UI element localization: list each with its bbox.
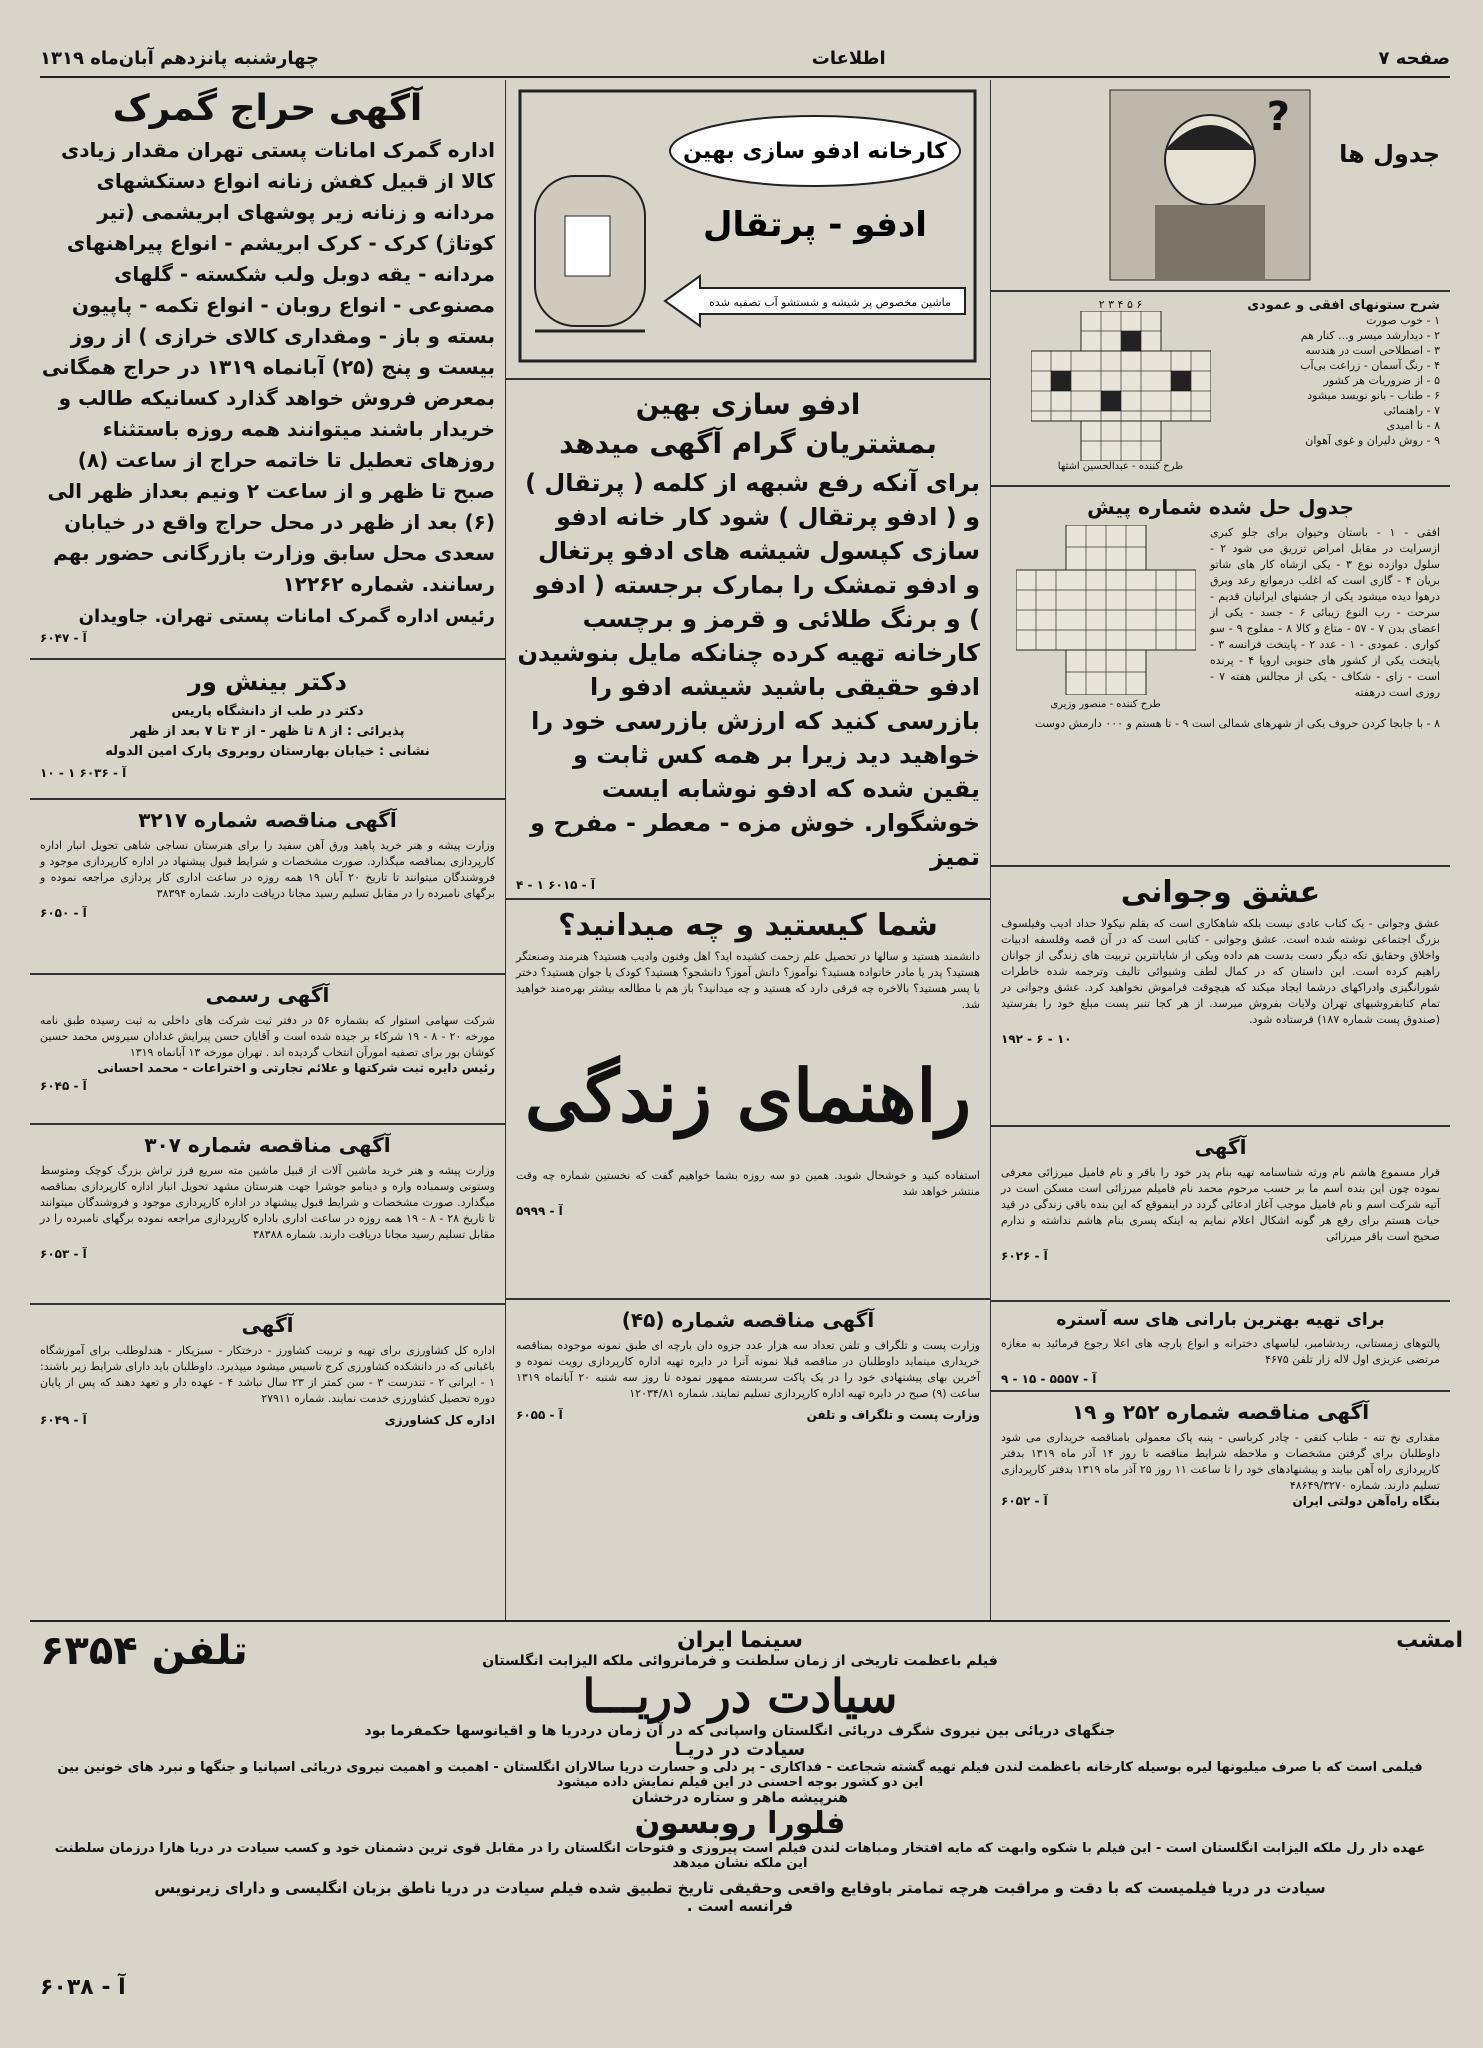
raincoat-body: پالتوهای زمستانی، ربدشامبر، لباسهای دخترانه و انواع پارچه های اعلا رجوع فرمائید به مغازه مرتضی عزیزی اول لاله زار تلفن ۴۶۷۵: [1001, 1337, 1440, 1366]
life-guide-code: آ - ۵۹۹۹: [516, 1204, 563, 1218]
official-footer: رئیس دایره ثبت شرکتها و علائم تجارتی و اختراعات - محمد احسانی: [97, 1061, 495, 1075]
post-tender-code: آ - ۶۰۵۵: [516, 1408, 563, 1422]
star-name: فلورا روبسون: [634, 1806, 846, 1841]
official-code: آ - ۶۰۴۵: [40, 1079, 87, 1093]
life-guide-ad: [506, 900, 990, 1300]
factory-title: ادفو سازی بهین: [635, 388, 861, 421]
stars-label: هنرپیشه ماهر و ستاره درخشان: [631, 1790, 849, 1806]
raincoat-code: آ - ۵۵۵۷ - ۱۵ - ۹: [1001, 1372, 1097, 1386]
tender-3217: [30, 800, 505, 975]
solved-title: جدول حل شده شماره پیش: [1087, 495, 1354, 519]
solved-grid: [1016, 525, 1196, 695]
railway-footer: بنگاه راه‌آهن دولتی ایران: [1292, 1494, 1440, 1508]
clue-item: ۶ - طناب - بانو نویسد میشود: [1307, 389, 1440, 402]
clue-item: ۳ - اصطلاحی است در هندسه: [1305, 344, 1440, 357]
railway-title: آگهی مناقصه شماره ۲۵۲ و ۱۹: [1071, 1400, 1370, 1424]
label-name: کارخانه ادفو سازی بهین: [683, 139, 947, 164]
life-guide-footer: استفاده کنید و خوشحال شوید. همین دو سه روزه بشما خواهیم گفت که نخستین شماره چه وقت منتشر خواهد شد: [516, 1169, 980, 1198]
tonight-label: امشب: [1396, 1628, 1463, 1653]
solved-crossword: [991, 487, 1450, 867]
life-guide-body: دانشمند هستید و سالها در تحصیل علم زحمت کشیده اید؟ اهل وفنون وادیب هستید؟ هنرمند وصنعتگر هستید؟ پدر یا مادر خانواده هستید؟ نوآموز؟ دانش آموز؟ دانشجو؟ هستید؟ کودک یا جوان هستید؟ دختر یا پسر هستید؟ بالاخره چه فرقی دارد که هستید و چه میدانید؟ باز هم با مطالعه بیشتر بهره‌مند خواهید شد.: [516, 950, 980, 1011]
svg-text:?: ?: [1266, 94, 1290, 140]
masthead: [40, 40, 1450, 78]
life-guide-title: شما کیستید و چه میدانید؟: [558, 908, 938, 943]
grid-top-numbers: ۶ ۵ ۴ ۳ ۲: [1098, 298, 1143, 311]
raincoat-title: برای تهیه بهترین بارانی های سه آستره: [1056, 1310, 1385, 1330]
cinema-line1: جنگهای دریائی بین نیروی شگرف دریائی انگلستان واسپانی که در آن زمان دردریا ها و اقیانوسها حکمفرما بود: [364, 1723, 1116, 1739]
post-tender: [506, 1300, 990, 1590]
crossword-illustration: [991, 80, 1450, 292]
customs-auction-ad: [30, 80, 505, 660]
notice-body: قرار مسموع هاشم نام ورثه شناسنامه تهیه بنام پدر خود را باقر و نام فامیل میرزائی معرفی نموده چون این بنده اسم ما بر حسب مرحوم محمد نام فامیلم میرزائی است مسکن است در آتیه شرکت اسم و نام فامیل موجب آغاز ادعائی گردد در اینموقع که این بنده باقی زندگی در قید حیات هستم برای رفع هر گونه اشکال اعلام نمایم به اینکه پسری بنام هاشم نداشته و ندارم صحیح است باقر میرزائی: [1001, 1166, 1440, 1243]
customs-footer: رئیس اداره گمرک امانات پستی تهران. جاویدان: [78, 606, 495, 627]
tender-3217-body: وزارت پیشه و هنر خرید پاهید ورق آهن سفید را برای هنرستان نساجی شاهی تحویل انبار اداره کارپردازی بمناقصه میگذارد. صورت مشخصات و شرایط قبول پیشنهاد در اداره کارپردازی موجود و فروشندگان میتوانند تا تاریخ ۲۰ آبان ۱۹ همه روزه در ساعت اداری کار پردازی مراجعه نموده و برگهای نامبرده را در مقابل تسلیم رسید مجانا دریافت دارند. شماره ۳۸۳۹۴: [40, 839, 495, 900]
doctor-line3: نشانی : خیابان بهارستان روبروی پارک امین الدوله: [105, 744, 430, 759]
clue-item: ۹ - روش دلیران و غوی آهوان: [1305, 434, 1440, 447]
clue-item: ۸ - نا امیدی: [1386, 419, 1440, 432]
agriculture-code: آ - ۶۰۴۹: [40, 1413, 87, 1427]
cinema-ad: [30, 1620, 1450, 2022]
paper-name: اطلاعات: [811, 47, 886, 69]
book-title: عشق وجوانی: [1120, 875, 1321, 910]
factory-label-illustration: [506, 80, 990, 380]
agriculture-footer: اداره کل کشاورزی: [384, 1413, 495, 1427]
cinema-line3: عهده دار رل ملکه الیزابت انگلستان است - این فیلم با شکوه وابهت که مایه افتخار ومباهات لندن فیلم است پیروزی و فتوحات انگلستان را در مقابل قوی ترین دشمنان خود و کسب سیادت در دریا هارا درزمان سلطنت این ملکه نشان میدهد: [54, 1841, 1426, 1871]
clue-item: ۱ - خوب صورت: [1366, 314, 1440, 327]
agriculture-notice: [30, 1305, 505, 1620]
post-tender-title: آگهی مناقصه شماره (۴۵): [621, 1308, 875, 1332]
doctor-code: آ - ۶۰۳۶ ۱ - ۱۰: [40, 766, 127, 780]
crossword-puzzle: [991, 292, 1450, 487]
official-title: آگهی رسمی: [205, 983, 330, 1007]
tender-3217-code: آ - ۶۰۵۰: [40, 906, 87, 920]
issue-date: چهارشنبه پانزدهم آبان‌ماه ۱۳۱۹: [40, 47, 319, 69]
right-column: [990, 80, 1450, 1620]
tender-307: [30, 1125, 505, 1305]
tender-3217-title: آگهی مناقصه شماره ۳۲۱۷: [138, 808, 397, 832]
film-title: سیادت در دریـــا: [582, 1669, 898, 1723]
factory-subtitle: بمشتریان گرام آگهی میدهد: [559, 427, 937, 460]
tender-307-code: آ - ۶۰۵۳: [40, 1247, 87, 1261]
film-title-2: سیادت در دریـا: [674, 1739, 806, 1760]
customs-title: آگهی حراج گمرک: [112, 88, 423, 129]
clue-item: ۴ - رنگ آسمان - زراعت بی‌آب: [1300, 359, 1440, 372]
solved-note: ۸ - با جابجا کردن حروف یکی از شهرهای شمالی است ۹ - تا هستم و ۰۰۰ دارمش دوست: [1034, 717, 1440, 730]
clue-item: ۲ - دیدارشد میسر و... کنار هم: [1300, 329, 1440, 342]
cinema-intro: فیلم باعظمت تاریخی از زمان سلطنت و فرمانروائی ملکه الیزابت انگلستان: [482, 1653, 998, 1669]
crossword-credit: طرح کننده - عبدالحسین اشتها: [1057, 461, 1184, 472]
cinema-name: سینما ایران: [676, 1628, 804, 1653]
tender-307-body: وزارت پیشه و هنر خرید ماشین آلات از قبیل ماشین مته سریع فرز تراش بزرگ کوچک ومتوسط وستونی وسمباده واره و دینامو جوشرا جهت هنرستان مشهد تحویل انبار اداره کارپردازی بمناقصه میگذارد. صورت مشخصات و شرایط قبول پیشنهاد در اداره کارپردازی موجود و فروشندگان میتوانند تا تاریخ ۲۸ - ۸ - ۱۹ همه روزه در ساعت اداری باداره کارپردازی مراجعه نموده برگهای نامبرده را در مقابل تسلیم رسید مجانا دریافت دارند. شماره ۳۸۳۸۸: [40, 1164, 495, 1241]
book-body: عشق وجوانی - یک کتاب عادی نیست بلکه شاهکاری است که بقلم نیکولا حداد ادیب وفیلسوف بزرگ اجتماعی نوشته شده است. عشق وجوانی - کتابی است که در آن قصه وفلسفه ادبیات واخلاق وحقایق تکه دیگر دست بدست هم داده ویکی از شایانترین تربیت های زندگی از جوانان راهیم کرده است. این داستان که در کمال لطف وشیوائی تالیف وترجمه شده خاطرات شورانگیزی وادراکهای درشما ایجاد میکند که هیچوقت فراموش نخواهید کرد. عشق وجوانی در تمام کتابفروشیهای تهران ولایات بفروش میرسد. از هر کجا تنبر پست مبلغ خود را بفرستید (صندوق پست شماره ۱۸۷) فرستاده شود.: [1001, 917, 1440, 1026]
crossword-title: جدول ها: [1339, 140, 1440, 168]
raincoat-ad: [991, 1302, 1450, 1392]
crossword-grid: [1031, 311, 1211, 461]
notice-code: آ - ۶۰۲۶: [1001, 1249, 1048, 1263]
agriculture-body: اداره کل کشاورزی برای تهیه و تربیت کشاورز - درختکار - سبزیکار - هندلوطلب برای آموزشگاه باغبانی که در دانشکده کشاورزی کرج تاسیس میشود میپذیرد. داوطلبان باید دارای شرایط زیر باشند: ۱ - ایرانی ۲ - تندرست ۳ - سن کمتر از ۲۳ سال نباشد ۴ - عهده دار و تعهد دهند که پس از پایان دوره تحصیل کشاورزی خدمت نمایند. شماره ۲۷۹۱۱: [40, 1344, 496, 1405]
book-code: ۱۹۲ - ۶ - ۱۰: [1001, 1032, 1072, 1046]
post-tender-body: وزارت پست و تلگراف و تلفن تعداد سه هزار عدد جزوه دان بارچه ای طبق نمونه موجوده بمناقصه خریداری مینماید داوطلبان در مناقصه قبلا نمونه آنرا در دایره تهیه اداره کارپردازی رویت نموده و آخرین بهای پیشنهادی خود را در یک پاکت سربسته ممهور نموده تا روز سه شنبه ۲۰ آبانماه ۱۳۱۹ ساعت (۹) صبح در دایره تهیه اداره کارپردازی تسلیم نمایند. شماره ۱۲۰۳۴/۸۱: [516, 1339, 981, 1400]
railway-tender: [991, 1392, 1450, 1542]
solved-credit: طرح کننده - منصور وزیری: [1050, 699, 1161, 710]
cinema-phone: تلفن ۶۳۵۴: [40, 1628, 248, 1674]
notice-ad: [991, 1127, 1450, 1302]
label-product: ادفو - پرتقال: [703, 205, 927, 245]
clue-item: ۷ - راهنمائی: [1383, 404, 1440, 417]
cinema-line4: سیادت در دریا فیلمیست که با دقت و مراقبت هرچه تمامتر باوقایع واقعی وحقیقی تاریخ تطبیق شده فیلم سیادت در دریا ناطق بزبان انگلیسی و دارای زیرنویس فرانسه است .: [154, 1879, 1326, 1915]
page-number: صفحه ۷: [1378, 47, 1450, 69]
solved-text: افقی - ۱ - باستان وحیوان برای جلو کبری ازسرایت در مقابل امراض تزریق می شود ۲ - سلول دوازده نوع ۳ - یکی ازشاه کار های شاتو بریان ۴ - گازی است که اغلب درموانع رعد وبرق درهوا دیده میشود یکی از جشنهای ایرانیان قدیم - سرحت - رب النوع زیبائی ۶ - جسد - یکی از اعضای بدن ۷ - ۵۷ - متاع و کالا ۸ - مفلوج ۹ - سو کواری . عمودی - ۱ - عدد ۲ - پایتخت فرانسه ۳ - پایتخت یکی از کشور های جنوبی اروپا ۴ - پرنده است - زای - شکاف - یکی از مجالس هفته ۷ - روزی است درهفته: [1210, 526, 1441, 699]
book-ad: [991, 867, 1450, 1127]
clue-list: [1240, 313, 1440, 448]
doctor-line2: پذیرائی : از ۸ تا ظهر - از ۳ تا ۷ بعد از ظهر: [130, 724, 405, 739]
factory-ad: [506, 380, 990, 900]
customs-body: اداره گمرک امانات پستی تهران مقدار زیادی کالا از قبیل کفش زنانه انواع دستکشهای مردانه و زنانه زیر پوشهای ابریشمی (تیر کوتاژ) کرک - کرک ابریشم - انواع پیراهنهای مردانه - یقه دوبل ولب شکسته - گلهای مصنوعی - انواع روبان - انواع تکمه - پاپیون بسته و باز - ومقداری کالای خرازی ) از روز بیست و پنج (۲۵) آبانماه ۱۳۱۹ در حراج همگانی بمعرض فروش خواهد گذارد کسانیکه طالب و خریدار باشند میتوانند همه روزه باستثناء روزهای تعطیل تا خاتمه حراج از ساعت (۸) صبح تا ظهر و از ساعت ۲ ونیم بعداز ظهر الی (۶) بعد از ظهر در محل حراج واقع در خیابان سعدی محل سابق وزارت بازرگانی حضور بهم رسانند. شماره ۱۲۲۶۲: [41, 138, 495, 596]
cinema-line2: فیلمی است که با صرف میلیونها لیره بوسیله کارخانه باعظمت لندن فیلم تهیه گشته شجاعت - فداکاری - پر دلی و جسارت دریا سالاران انگلستان - اهمیت و اهمیت نیروی دریائی اسپانیا و جنگها و نبرد های خونین بین این دو کشور بوجه احسنی در این فیلم نمایش داده میشود: [57, 1760, 1423, 1790]
factory-code: آ - ۶۰۱۵ ۱ - ۴: [516, 878, 595, 892]
railway-body: مقداری نخ تنه - طناب کنفی - چادر کرباسی - پنبه پاک معمولی بامناقصه خریداری می شود داوطلبان برای گرفتن مشخصات و ملاحظه شرایط مناقصه تا روز ۱۴ آذر ماه ۱۳۱۹ بدفتر کارپردازی راه آهن بیایند و پیشنهادهای خود را تا ساعت ۱۱ روز ۲۵ آذر ماه ۱۳۱۹ بدفتر کارپردازی تسلیم دارند. شماره ۴۸۶۴۹/۳۲۷۰: [1001, 1431, 1441, 1492]
doctor-ad: [30, 660, 505, 800]
bottle-machine-illustration: [515, 86, 980, 366]
post-tender-footer: وزارت پست و تلگراف و تلفن: [806, 1408, 980, 1422]
agriculture-title: آگهی: [241, 1313, 294, 1337]
doctor-title: دکتر بینش ور: [188, 668, 347, 696]
official-body: شرکت سهامی استوار که بشماره ۵۶ در دفتر ثبت شرکت های داخلی به ثبت رسیده طبق نامه مورخه ۲۰ - ۸ - ۱۹ شرکاء بر جیده شده است و آقایان حسن پیرایش غدادان سیروس محمد حسین کوشان بور برای تصفیه امورآن انتخاب گردیده اند . تهران مورخه ۱۳ آبانماه ۱۳۱۹: [40, 1014, 496, 1059]
customs-code: آ - ۶۰۴۷: [40, 631, 87, 645]
middle-column: [505, 80, 990, 1620]
clues-title: شرح ستونهای افقی و عمودی: [1247, 298, 1440, 313]
clue-item: ۵ - از ضروریات هر کشور: [1323, 374, 1440, 387]
left-column: [30, 80, 505, 1620]
cinema-code: آ - ۶۰۳۸: [40, 1975, 126, 2000]
railway-code: آ - ۶۰۵۲: [1001, 1494, 1048, 1508]
doctor-line1: دکتر در طب از دانشگاه پاریس: [171, 704, 364, 719]
official-notice: [30, 975, 505, 1125]
factory-body: برای آنکه رفع شبهه از کلمه ( پرتقال ) و ( ادفو پرتقال ) شود کار خانه ادفو سازی کپسول شیشه های ادفو پرتغال و ادفو تمشک را بمارک برجسته ( ادفو ) و برنگ طلائی و قرمز و برچسب کارخانه تهیه کرده چنانکه مایل بنوشیدن ادفو حقیقی باشید شیشه ادفو را بازرسی کنید که ارزش بازرسی خود را خواهید دید زیرا بر همه کس ثابت و یقین شده که ادفو نوشابه ایست خوشگوار. خوش مزه - معطر - مفرح و تمیز: [517, 469, 980, 871]
life-guide-brand: راهنمای زندگی: [524, 1053, 972, 1138]
thinking-man-illustration: [990, 80, 1450, 285]
label-arrow: ماشین مخصوص پر شیشه و شستشو آب تصفیه شده: [709, 296, 951, 309]
notice-title: آگهی: [1194, 1135, 1247, 1159]
tender-307-title: آگهی مناقصه شماره ۳۰۷: [144, 1133, 391, 1157]
